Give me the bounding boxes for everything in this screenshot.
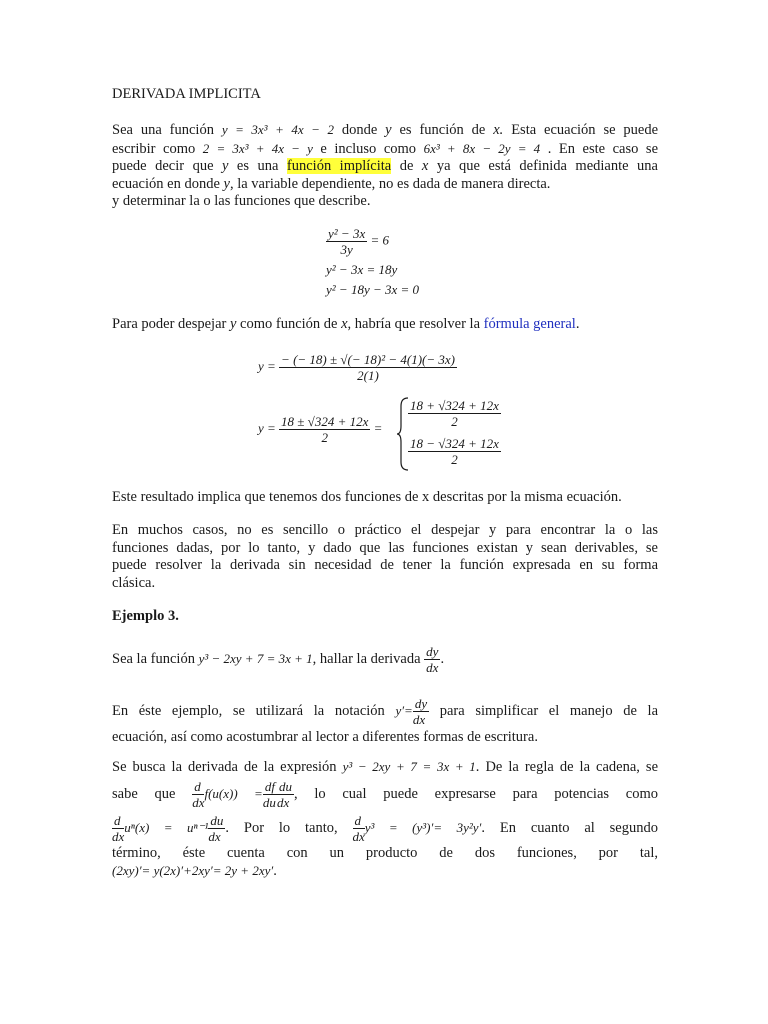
intro-line-4: ecuación en donde y, la variable dependiente, no es dada de manera directa. — [112, 175, 551, 192]
equation-line-2: y² − 3x = 18y — [326, 262, 398, 277]
intro-line-5: y determinar la o las funciones que describe. — [112, 193, 371, 209]
general-formula-link[interactable]: fórmula general — [483, 316, 576, 332]
document-title: DERIVADA IMPLICITA — [112, 86, 261, 102]
equation-fraction-1: $\frac{\text{y² − 3x}}{3y}$ = 6 — [328, 226, 389, 257]
example-heading: Ejemplo 3. — [112, 608, 179, 624]
notation-paragraph: En éste ejemplo, se utilizará la notación y′= $\frac{dy}{dx}$ para simplificar el manejo de la ecuación, así como acostumbrar al lector a diferentes formas de escritura. — [112, 696, 658, 745]
highlighted-term: función implícita — [286, 158, 392, 174]
intro-line-2: escribir como 2 = 3x³ + 4x − y e incluso como 6x³ + 8x − 2y = 4 . En este caso se — [112, 140, 659, 157]
intro-paragraph — [112, 121, 658, 211]
solution-formula: y = $\frac{18 \pm √324 + 12x}{2}$ = — [258, 414, 383, 445]
chain-rule-paragraph: Se busca la derivada de la expresión y³ − 2xy + 7 = 3x + 1. De la regla de la cadena, se sabe que $\frac{d}{dx}$ f(u(x)) = $\frac{df}{du}$ $\frac{du}{dx}$ , lo cual puede expresarse para potencias como $\frac{d}{dx}$ uⁿ(x) = uⁿ⁻¹ $\frac{du}{dx}$ . Por lo tanto, $\frac{d}{dx}$ y³ = (y³)′= 3y²y′. En cuanto al segundo término, éste cuenta con un producto de dos funciones, por tal, (2xy)′= y(2x)′+2xy′= 2y + 2xy′. — [112, 759, 659, 879]
quadratic-formula: y = $\frac{\text{− (− 18) ± √(− 18)² − 4(1)(− 3x)}}{2(1)}$ — [258, 352, 455, 383]
explanation-paragraph: En muchos casos, no es sencillo o práctico el despejar y para encontrar la o las funciones dadas, por lo tanto, y dado que las funciones existan y sean derivables, se puede resolver la derivada sin necesidad de tener la función expresada en su forma clásica. — [112, 522, 658, 591]
result-paragraph: Este resultado implica que tenemos dos funciones de x descritas por la misma ecuación. — [112, 489, 622, 505]
equation-line-3: y² − 18y − 3x = 0 — [326, 282, 420, 297]
solution-case-minus: $\frac{18 - √324 + 12x}{2}$ — [410, 436, 499, 467]
formula-paragraph: Para poder despejar y como función de x, habría que resolver la fórmula general. — [112, 316, 580, 332]
solution-case-plus: $\frac{18 + √324 + 12x}{2}$ — [410, 398, 499, 429]
intro-line-3: puede decir que y es una función implícita de x ya que está definida mediante una — [112, 158, 658, 174]
example-statement: Sea la función y³ − 2xy + 7 = 3x + 1, hallar la derivada $\frac{dy}{dx}$ . — [112, 644, 445, 676]
intro-line-1: Sea una función y = 3x³ + 4x − 2 donde y es función de x. Esta ecuación se puede — [112, 122, 659, 138]
